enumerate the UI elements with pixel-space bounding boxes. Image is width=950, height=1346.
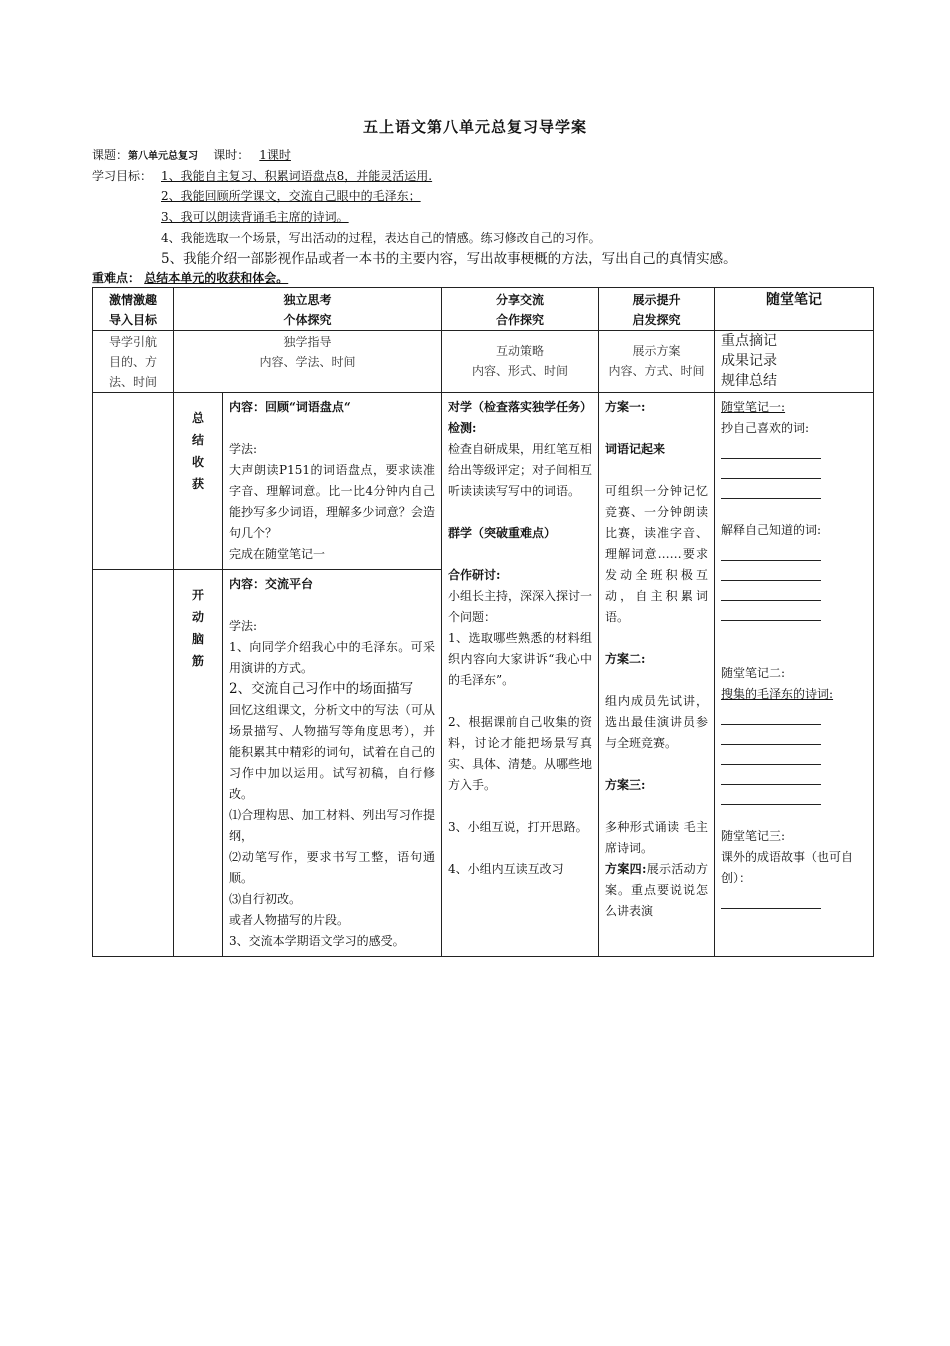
- plan1-title: 词语记起来: [605, 442, 666, 456]
- note2-blank-2[interactable]: [721, 725, 821, 745]
- row-brainstorm-empty: [93, 570, 174, 957]
- header-col-5: 随堂笔记: [715, 288, 874, 331]
- period-label: 课时：: [213, 148, 250, 162]
- row-summary-content: [223, 393, 442, 570]
- note3-blank-1[interactable]: [721, 889, 821, 909]
- goals-label: 学习目标：: [92, 169, 153, 183]
- qunxue-heading: 群学（突破重难点）: [448, 526, 557, 540]
- note1-prompt-a: 抄自己喜欢的词:: [721, 421, 810, 435]
- goal-3: 3、我可以朗读背诵毛主席的诗词。: [161, 210, 349, 224]
- goal-5: 5、我能介绍一部影视作品或者一本书的主要内容，写出故事梗概的方法，写出自己的真情实感。: [161, 251, 737, 267]
- header-col-2: 独立思考 个体探究: [174, 288, 442, 331]
- check-text: 检查自研成果，用红笔互相给出等级评定；对子间相互听读读读写写中的词语。: [448, 442, 593, 498]
- row2-item-1: 1、向同学介绍我心中的毛泽东。可采用演讲的方式。: [229, 640, 436, 675]
- subheader-col-1: 导学引航 目的、方 法、时间: [93, 331, 174, 393]
- period-value: 1课时: [259, 148, 291, 162]
- share-column: [442, 393, 599, 957]
- row-summary-label: 总 结 收 获: [174, 393, 223, 570]
- row2-method-label: 学法:: [229, 619, 258, 633]
- subheader-col-4: 展示方案 内容、方式、时间: [599, 331, 715, 393]
- key-line: [92, 269, 288, 286]
- note2-blank-4[interactable]: [721, 765, 821, 785]
- row1-text: 大声朗读P151的词语盘点，要求读准字音、理解词意。比一比4分钟内自己能抄写多少词语，理解多少词意？会造句几个？: [229, 463, 436, 540]
- key-label: 重难点：: [92, 271, 141, 285]
- row2-alt: 或者人物描写的片段。: [229, 913, 350, 927]
- subheader-col-3: 互动策略 内容、形式、时间: [442, 331, 599, 393]
- row1-heading: 内容：回顾“词语盘点“: [229, 400, 351, 414]
- topic-value: 第八单元总复习: [128, 151, 199, 162]
- plan2-label: 方案二:: [605, 652, 646, 666]
- subheader-row: [93, 331, 874, 393]
- row2-heading: 内容：交流平台: [229, 577, 314, 591]
- show-column: [599, 393, 715, 957]
- header-col-1: 激情激趣 导入目标: [93, 288, 174, 331]
- duixue-heading: 对学（检查落实独学任务）: [448, 400, 593, 414]
- note3-prompt: 课外的成语故事（也可自创）：: [721, 850, 854, 885]
- note2-blank-3[interactable]: [721, 745, 821, 765]
- goal-4: 4、我能选取一个场景，写出活动的过程，表达自己的情感。练习修改自己的习作。: [161, 231, 601, 245]
- lesson-table: [92, 287, 874, 957]
- row2-item-3: 3、交流本学期语文学习的感受。: [229, 934, 405, 948]
- row-summary: [93, 393, 874, 570]
- plan4-label: 方案四:: [605, 862, 647, 876]
- key-value: 总结本单元的收获和体会。: [144, 271, 289, 285]
- row2-item-2-text: 回忆这组课文，分析文中的写法（可从场景描写、人物描写等角度思考），并能积累其中精彩的词句，试着在自己的习作中加以运用。试写初稿，自行修改。: [229, 703, 436, 801]
- question-4: 4、小组内互读互改习: [448, 862, 564, 876]
- note2-blank-1[interactable]: [721, 705, 821, 725]
- note1-prompt-b: 解释自己知道的词:: [721, 523, 822, 537]
- note1-blank-7[interactable]: [721, 601, 821, 621]
- row-brainstorm-content: [223, 570, 442, 957]
- note1-title: 随堂笔记一:: [721, 400, 786, 414]
- goal-2: 2、我能回顾所学课文，交流自己眼中的毛泽东；: [161, 189, 421, 203]
- row2-step-3: ⑶自行初改。: [229, 892, 302, 906]
- subheader-col-2: 独学指导 内容、学法、时间: [174, 331, 442, 393]
- coop-label: 合作研讨:: [448, 568, 501, 582]
- note1-blank-1[interactable]: [721, 439, 821, 459]
- note1-blank-3[interactable]: [721, 479, 821, 499]
- row1-finish: 完成在随堂笔记一: [229, 547, 326, 561]
- row2-item-2-title: 2、交流自己习作中的场面描写: [229, 681, 414, 697]
- plan1-text: 可组织一分钟记忆竞赛、一分钟朗读比赛，读准字音、理解词意……要求发动全班积极互动，自主积累词语。: [605, 484, 709, 624]
- header-col-3: 分享交流 合作探究: [442, 288, 599, 331]
- topic-line: [92, 146, 301, 163]
- plan1-label: 方案一:: [605, 400, 646, 414]
- row-brainstorm-label: 开 动 脑 筋: [174, 570, 223, 957]
- coop-text: 小组长主持，深深入探讨一个问题：: [448, 589, 593, 624]
- plan3-text: 多种形式诵读 毛主席诗词。: [605, 820, 709, 855]
- note1-blank-4[interactable]: [721, 541, 821, 561]
- note1-blank-5[interactable]: [721, 561, 821, 581]
- row-summary-empty: [93, 393, 174, 570]
- plan2-text: 组内成员先试讲，选出最佳演讲员参与全班竞赛。: [605, 694, 709, 750]
- row1-method-label: 学法:: [229, 442, 258, 456]
- page-title: 五上语文第八单元总复习导学案: [362, 118, 587, 136]
- question-2: 2、根据课前自己收集的资料，讨论才能把场景写真实、具体、清楚。从哪些地方入手。: [448, 715, 593, 792]
- note2-title: 随堂笔记二:: [721, 666, 786, 680]
- question-3: 3、小组互说，打开思路。: [448, 820, 588, 834]
- plan3-label: 方案三:: [605, 778, 646, 792]
- note2-blank-5[interactable]: [721, 785, 821, 805]
- note2-prompt: 搜集的毛泽东的诗词:: [721, 687, 834, 701]
- question-1: 1、选取哪些熟悉的材料组织内容向大家讲诉“我心中的毛泽东”。: [448, 631, 593, 687]
- row2-step-2: ⑵动笔写作，要求书写工整，语句通顺。: [229, 850, 436, 885]
- subheader-col-5: 重点摘记 成果记录 规律总结: [715, 331, 874, 393]
- check-label: 检测:: [448, 421, 477, 435]
- header-row: [93, 288, 874, 331]
- note1-blank-6[interactable]: [721, 581, 821, 601]
- notes-column: [715, 393, 874, 957]
- row2-step-1: ⑴合理构思、加工材料、列出写习作提纲，: [229, 808, 436, 843]
- header-col-4: 展示提升 启发探究: [599, 288, 715, 331]
- topic-label: 课题：: [92, 148, 129, 162]
- note1-blank-2[interactable]: [721, 459, 821, 479]
- note3-title: 随堂笔记三:: [721, 829, 786, 843]
- goal-1: 1、我能自主复习、积累词语盘点8，并能灵活运用.: [161, 169, 433, 183]
- plan4-text: 展示活动方案。重点要说说怎么讲表演: [605, 862, 709, 918]
